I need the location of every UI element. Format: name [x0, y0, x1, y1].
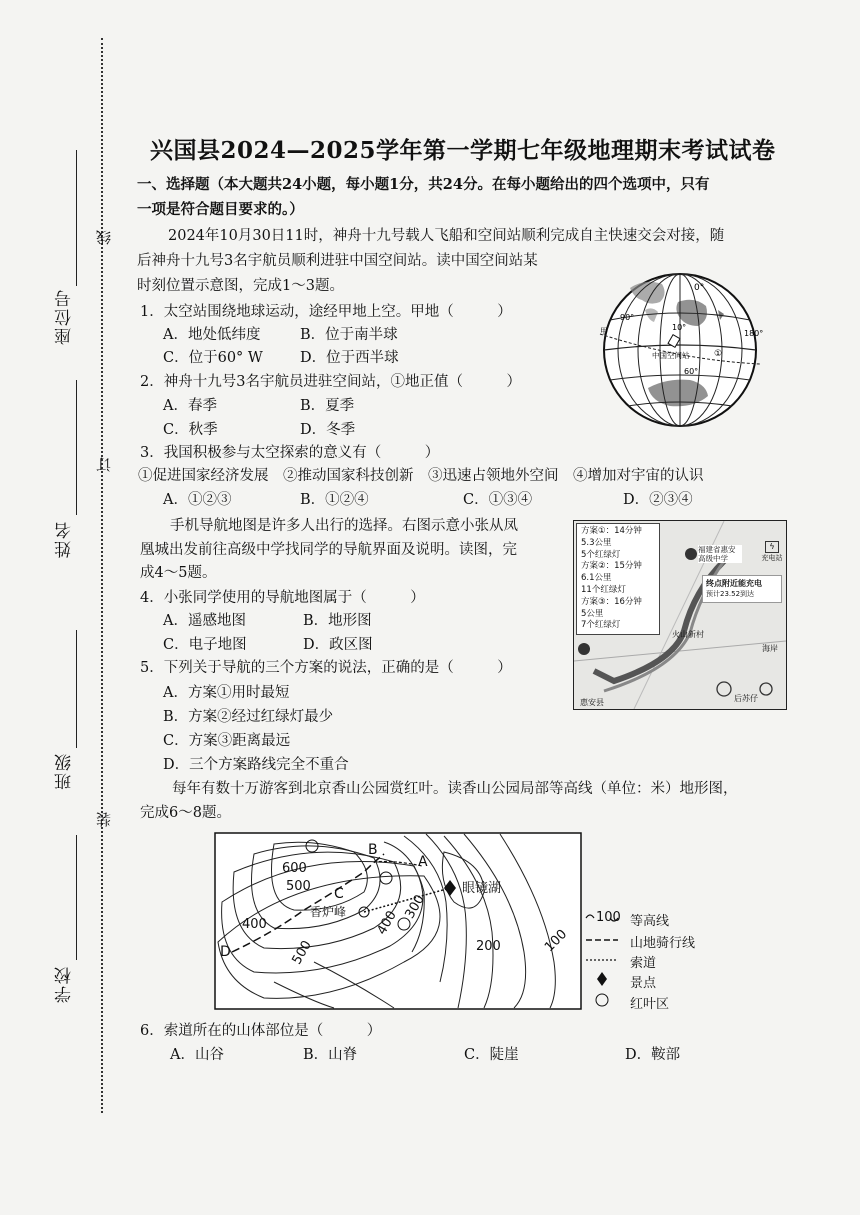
plan3-lights: 7个红绿灯	[581, 620, 621, 631]
plan3-time[interactable]: 方案③：16分钟	[581, 596, 642, 607]
globe-label-jia: 甲	[600, 327, 608, 336]
q4-option-d[interactable]: D．政区图	[303, 637, 373, 653]
plan1-time[interactable]: 方案①：14分钟	[581, 526, 642, 536]
passage2-line1: 手机导航地图是许多人出行的选择。右图示意小张从凤	[170, 518, 518, 534]
q6-stem: 6．索道所在的山体部位是（ ）	[140, 1023, 382, 1039]
school-blank[interactable]	[76, 835, 77, 960]
destination-label[interactable]: 福建省惠安高级中学	[698, 545, 742, 563]
seat-number-label: 座位号	[55, 288, 75, 345]
place-huian: 惠安县	[580, 698, 604, 707]
place-huoshan: 火山新村	[672, 630, 704, 639]
globe-label-180: 180°	[744, 329, 764, 338]
name-label: 姓名	[55, 520, 75, 558]
space-station-globe-diagram	[590, 270, 770, 430]
q2-option-c[interactable]: C．秋季	[163, 422, 218, 438]
q3-option-a[interactable]: A．①②③	[163, 492, 232, 508]
peak-label: 香炉峰	[310, 905, 347, 919]
lake-label: 眼镜湖	[462, 881, 502, 896]
plan2-lights: 11个红绿灯	[581, 584, 626, 595]
globe-label-90: 90°	[620, 313, 635, 322]
plan1-distance: 5.3公里	[581, 537, 612, 548]
globe-label-station: 中国空间站	[652, 351, 690, 360]
plan3-distance: 5公里	[581, 608, 604, 619]
q1-option-c[interactable]: C．位于60° W	[163, 350, 263, 366]
q1-stem: 1．太空站围绕地球运动，途经甲地上空。甲地（ ）	[140, 304, 512, 320]
exam-title: 兴国县2024—2025学年第一学期七年级地理期末考试试卷	[150, 137, 776, 164]
point-c: C	[334, 886, 344, 902]
plan2-time[interactable]: 方案②：15分钟	[581, 561, 642, 572]
passage1-line2: 后神舟十九号3名宇航员顺利进驻中国空间站。读中国空间站某	[137, 253, 538, 269]
passage1-line1: 2024年10月30日11时，神舟十九号载人飞船和空间站顺利完成自主快速交会对接，随	[168, 228, 725, 244]
binding-mark-line: 线	[95, 230, 113, 245]
school-label: 学校	[55, 965, 75, 1003]
charge-hint-title: 终点附近能充电	[706, 579, 762, 588]
q2-option-b[interactable]: B．夏季	[300, 398, 355, 414]
contour-label-300: 300	[402, 892, 428, 922]
legend-contour-sample: 100	[596, 910, 621, 925]
q6-option-d[interactable]: D．鞍部	[625, 1047, 681, 1063]
q3-option-d[interactable]: D．②③④	[623, 492, 693, 508]
seat-number-blank[interactable]	[76, 150, 77, 286]
q5-option-c[interactable]: C．方案③距离最远	[163, 733, 291, 749]
place-housuzai: 后苏仔	[734, 694, 758, 703]
legend-scenic-spot: 景点	[630, 976, 657, 991]
q4-option-c[interactable]: C．电子地图	[163, 637, 247, 653]
navigation-map	[573, 520, 787, 710]
place-haian: 海岸	[762, 644, 778, 653]
contour-label-100: 100	[541, 926, 571, 956]
class-blank[interactable]	[76, 630, 77, 748]
section-heading-line1: 一、选择题（本大题共24小题，每小题1分，共24分。在每小题给出的四个选项中，只有	[137, 176, 710, 193]
passage1-line3: 时刻位置示意图，完成1～3题。	[137, 278, 344, 294]
section-heading-line2: 一项是符合题目要求的。）	[137, 201, 304, 218]
passage2-line3: 成4～5题。	[140, 565, 217, 581]
contour-label-400-a: 400	[242, 917, 267, 932]
scenic-spot-icon	[597, 972, 607, 986]
globe-label-10: 10°	[672, 323, 687, 332]
q4-option-b[interactable]: B．地形图	[303, 613, 372, 629]
globe-label-point1: ①	[714, 349, 723, 359]
binding-mark-bind: 装	[95, 812, 113, 827]
passage2-line2: 凰城出发前往高级中学找同学的导航界面及说明。读图，完	[140, 542, 517, 558]
binding-dotted-line	[101, 38, 103, 1113]
point-d: D	[220, 944, 231, 960]
legend-contour: 等高线	[630, 914, 670, 929]
contour-label-600: 600	[282, 861, 307, 876]
contour-label-500-a: 500	[286, 879, 311, 894]
q5-option-b[interactable]: B．方案②经过红绿灯最少	[163, 709, 334, 725]
charge-station-icon[interactable]: ϟ 充电站	[761, 542, 783, 562]
q1-option-a[interactable]: A．地处低纬度	[163, 327, 261, 343]
q3-option-b[interactable]: B．①②④	[300, 492, 369, 508]
charge-hint-card[interactable]	[702, 575, 782, 603]
q5-stem: 5．下列关于导航的三个方案的说法，正确的是（ ）	[140, 660, 512, 676]
xiangshan-contour-map	[214, 832, 582, 1010]
q3-option-c[interactable]: C．①③④	[463, 492, 533, 508]
q2-option-a[interactable]: A．春季	[163, 398, 217, 414]
q4-stem: 4．小张同学使用的导航地图属于（ ）	[140, 590, 425, 606]
contour-label-400-b: 400	[374, 908, 400, 938]
binding-mark-order: 订	[95, 457, 113, 472]
legend-cableway: 索道	[630, 956, 657, 971]
route-plans-panel	[576, 523, 660, 635]
charge-hint-time: 预计23.52到达	[706, 590, 755, 598]
passage3-line2: 完成6～8题。	[140, 805, 231, 821]
class-label: 班级	[55, 752, 75, 790]
contour-label-200: 200	[476, 939, 501, 954]
globe-label-60: 60°	[684, 367, 699, 376]
q2-option-d[interactable]: D．冬季	[300, 422, 356, 438]
legend-red-leaf: 红叶区	[630, 997, 670, 1012]
plan1-lights: 5个红绿灯	[581, 549, 621, 560]
q3-statements: ①促进国家经济发展 ②推动国家科技创新 ③迅速占领地外空间 ④增加对宇宙的认识	[138, 468, 704, 484]
point-a: A	[418, 854, 428, 870]
q2-stem: 2．神舟十九号3名宇航员进驻空间站，①地正值（ ）	[140, 374, 521, 390]
q5-option-a[interactable]: A．方案①用时最短	[163, 685, 290, 701]
red-leaf-icon	[596, 994, 608, 1006]
charge-station-label: 充电站	[761, 554, 783, 562]
q1-option-b[interactable]: B．位于南半球	[300, 327, 398, 343]
legend-bike-route: 山地骑行线	[630, 936, 696, 951]
q5-option-d[interactable]: D．三个方案路线完全不重合	[163, 757, 349, 773]
passage3-line1: 每年有数十万游客到北京香山公园赏红叶。读香山公园局部等高线（单位：米）地形图，	[172, 781, 738, 797]
q1-option-d[interactable]: D．位于西半球	[300, 350, 399, 366]
point-b: B	[368, 842, 378, 858]
q6-option-a[interactable]: A．山谷	[170, 1047, 224, 1063]
contour-label-500-b: 500	[289, 938, 315, 968]
q6-option-b[interactable]: B．山脊	[303, 1047, 358, 1063]
q4-option-a[interactable]: A．遥感地图	[163, 613, 246, 629]
name-blank[interactable]	[76, 380, 77, 515]
q3-stem: 3．我国积极参与太空探索的意义有（ ）	[140, 445, 440, 461]
q6-option-c[interactable]: C．陡崖	[464, 1047, 519, 1063]
globe-label-0: 0°	[694, 283, 705, 293]
plan2-distance: 6.1公里	[581, 573, 612, 584]
